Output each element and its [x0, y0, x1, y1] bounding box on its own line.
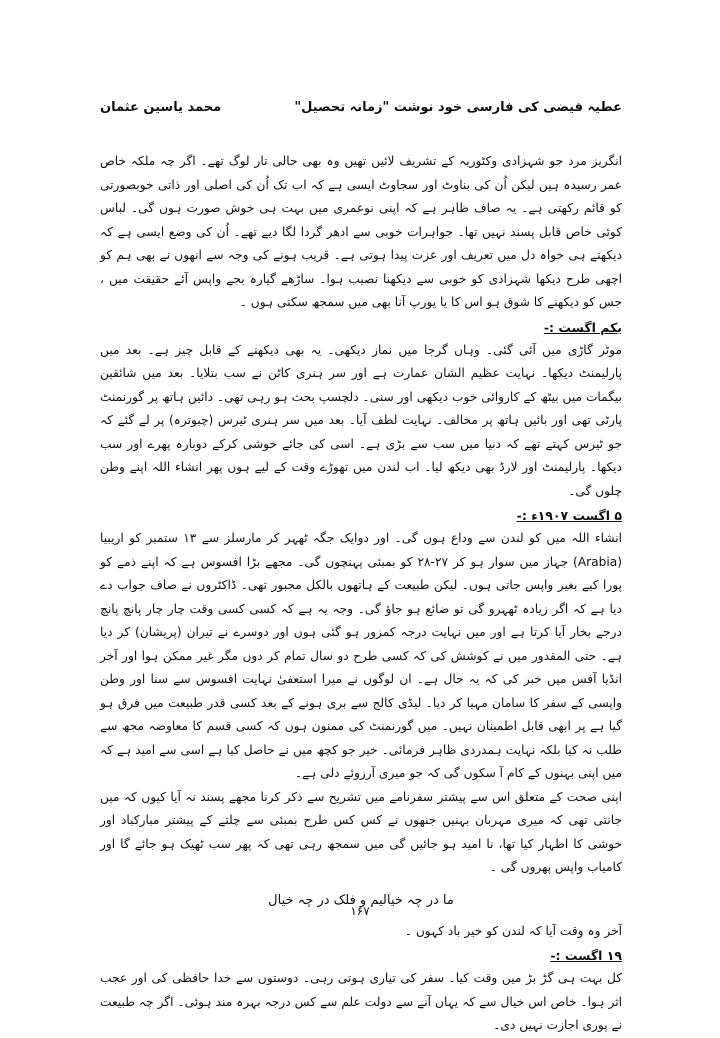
date-heading-aug-19: ۱۹ اگست :-	[550, 948, 622, 963]
persian-verse: ما در چہ خیالیم و فلک در چہ خیال	[268, 892, 454, 908]
date-heading-aug-5: ۵ اگست ۱۹۰۷ء :-	[516, 508, 622, 523]
paragraph-2: موٹر گاڑی میں آئی گئی۔ وہاں گرجا میں نماز دیکھی۔ یہ بھی دیکھنے کے قابل چیز ہے۔ بعد میں پارلیمنٹ دیکھا۔ نہایت عظیم الشان عمارت ہے اور سر ہنری کاٹن نے سب بتلایا۔ بعد میں شائقین بیگمات میں بیٹھ کے کاروائی خوب دیکھی اور سنی۔ دلچسپ بحث ہو رہی تھی۔ دائیں ہاتھ پر گورنمنٹ پارٹی تھی اور بائیں ہاتھ پر مخالف۔ نہایت لطف آیا۔ بعد میں سر ہنری ٹیرس (چبوترہ) پر لے گئے کہ جو ٹیرس کہتے تھے کہ دنیا میں سب سے بڑی ہے۔ اسی کی جائے خوشی کرکے دوبارہ پھرے اور سب دیکھا۔ پارلیمنٹ اور لارڈ بھی دیکھ لیا۔ اب لندن میں تھوڑے وقت کے لیے ہوں پھر انشاء اللہ اپنے وطن چلوں گی۔	[100, 342, 622, 498]
page-number: ۱۶۷	[350, 904, 370, 918]
paragraph-5: کل بہت ہی گڑ بڑ میں وقت کیا۔ سفر کی تیاری ہوتی رہی۔ دوستوں سے خدا حافظی کی اور عجب اثر ہوا۔ خاص اس خیال سے کہ یہاں آنے سے دولت علم سے کس درجہ بہرہ مند ہوئی۔ اگر چہ طبیعت نے پوری اجازت نہیں دی۔	[100, 971, 622, 1032]
book-title: عطیہ فیضی کی فارسی خود نوشت "زمانہ تحصیل"	[294, 100, 622, 115]
running-header	[100, 100, 622, 122]
author-name: محمد یاسین عثمان	[100, 100, 222, 115]
paragraph-3: انشاء اللہ میں کو لندن سے وداع ہوں گی۔ اور دوایک جگہ ٹھہر کر مارسلز سے ۱۳ ستمبر کو اریبیا (Arabia) جہاز میں سوار ہو کر ۲۷-۲۸ کو بمبئی پہنچوں گی۔ مجھے بڑا افسوس ہے کہ اپنے ذمے کو پورا کیے بغیر واپس جاتی ہوں۔ لیکن طبیعت کے ہاتھوں بالکل مجبور تھی۔ ڈاکٹروں نے صاف جواب دے دیا ہے کہ اگر زیادہ ٹھہرو گی تو ضائع ہو جاؤ گی۔ وجہ یہ ہے کہ کسی کسی وقت چار چار پانچ پانچ درجے بخار آیا کرتا ہے اور میں نہایت درجہ کمزور ہو گئی ہوں اور دوسرے نے تیران (پریشان) کر دیا ہے۔ حتی المقدور میں نے کوشش کی کہ کسی طرح دو سال تمام کر دوں مگر غیر ممکن ہوا اور آخر انڈیا آفس میں خبر کی کہ یہ حال ہے۔ ان لوگوں نے میرا استعفیٰ نہایت افسوس سے سنا اور وطن واپسی کے سفر کا سامان مہیا کر دیا۔ لیڈی کالج سے بری ہونے کے بعد کسی قدر طبیعت میں فرق ہو گیا ہے پر ابھی قابل اطمینان نہیں۔ میں گورنمنٹ کی ممنون ہوں کہ کسی قسم کا معاوضہ مجھ سے طلب نہ کیا بلکہ نہایت ہمدردی ظاہر فرمائی۔ خیر جو کچھ میں نے حاصل کیا ہے اسی سے امید ہے کہ میں اپنی بہنوں کے کام آ سکوں گی کہ جو میری آرزوئے دلی ہے۔	[100, 531, 622, 780]
closing-line: آخر وہ وقت آیا کہ لندن کو خیر باد کہوں ۔	[404, 923, 622, 938]
date-heading-aug-1: یکم اگست :-	[543, 319, 622, 335]
paragraph-4: اپنی صحت کے متعلق اس سے پیشتر سفرنامے میں تشریح سے ذکر کرنا مجھے پسند نہ آیا کیوں کہ میں جانتی تھی کہ میری مہربان بہنیں جنھوں نے کس کس طرح بمبئی سے چلتے کے پیشتر مبارکباد اور خوشی کا اظہار کیا تھا، نا امید ہو جائیں گی میں سمجھ رہی تھی کہ پھر سب ٹھیک ہو جائے گا اور کامیاب واپس پھروں گی ۔	[100, 789, 622, 874]
paragraph-1: انگریز مرد جو شہزادی وکٹوریہ کے تشریف لائیں تھیں وہ بھی حالی تار لوگ تھے۔ اگر چہ ملکہ خاص عمر رسیدہ ہیں لیکن اُن کی بناوٹ اور سجاوٹ ایسی ہے کہ اب تک اُن کی اصلی اور ذاتی خوبصورتی کو قائم رکھتی ہے۔ یہ صاف ظاہر ہے کہ اپنی نوعمری میں بہت ہی خوش صورت ہوں گی۔ لباس کوئی خاص قابل پسند نہیں تھا۔ جواہرات خوبی سے ادھر گردا لگا دیے تھے۔ اُن کی وضع ایسی ہے کہ دیکھتے ہی خواہ دل میں تعریف اور عزت پیدا ہوتی ہے۔ قریب ہونے کی وجہ سے انھوں نے بھی ہم کو اچھی طرح دیکھا شہزادی کو خوبی سے دیکھنا نصیب ہوا۔ ساڑھے گیارہ بجے واپس آئے حقیقت میں ، جس کو دیکھنے کا شوق ہو اس کا یا یورپ آنا بھی میں سمجھ سکتی ہوں ۔	[100, 154, 622, 309]
